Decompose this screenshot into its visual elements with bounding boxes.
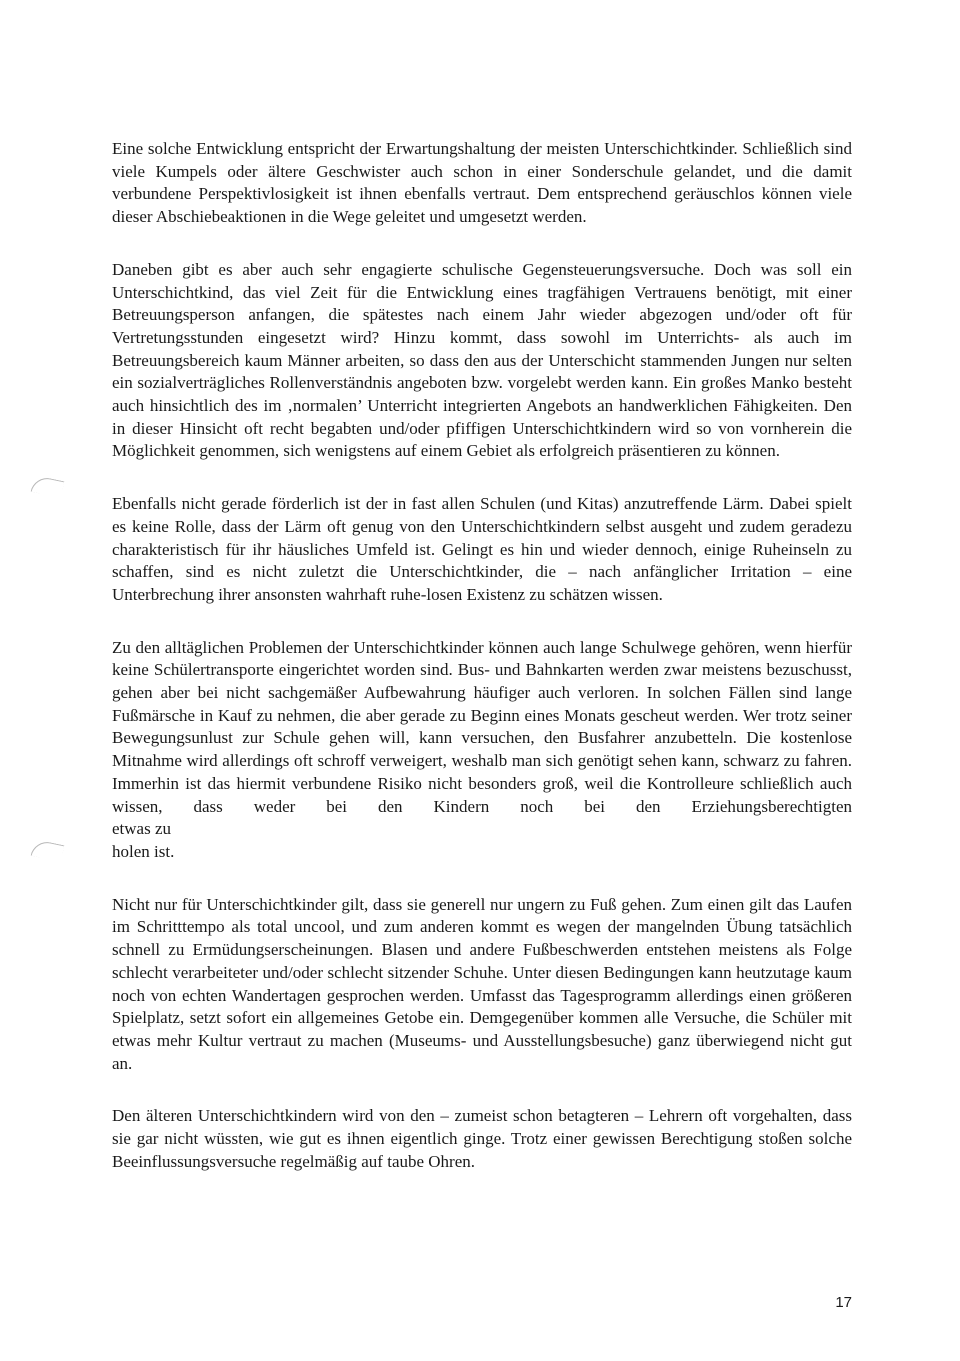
paragraph-4-body: Zu den alltäglichen Problemen der Unterschichtkinder können auch lange Schulwege gehören, wenn hierfür keine Schülertransporte eingerichtet worden sind. Bus- und Bahnkarten werden zwar meistens bezuschusst, gehen aber bei nicht sachgemäßer Aufbewahrung häufiger auch verloren. In solchen Fällen sind lange Fußmärsche in Kauf zu nehmen, die aber gerade zu Beginn eines Monats gescheut werden. Wer trotz seiner Bewegungsunlust zur Schule gehen will, kann versuchen, den Busfahrer anzubetteln. Die kostenlose Mitnahme wird allerdings oft schroff verweigert, weshalb man sich genötigt sehen kann, schwarz zu fahren. Immerhin ist das hiermit verbundene Risiko nicht besonders groß, weil die Kontrolleure schließlich auch wissen, dass weder bei den Kindern noch bei den Erziehungsberechtigten: [112, 637, 852, 816]
binder-hole-mark-lower: [31, 839, 65, 862]
page-number: 17: [835, 1294, 852, 1311]
document-body: [112, 138, 852, 1203]
paragraph-3: Ebenfalls nicht gerade förderlich ist der in fast allen Schulen (und Kitas) anzutreffende Lärm. Dabei spielt es keine Rolle, dass der Lärm oft genug von den Unterschichtkindern selbst ausgeht und zudem geradezu charakteristisch für ihr häusliches Umfeld ist. Gelingt es hin und wieder dennoch, einige Ruheinseln zu schaffen, sind es nicht zuletzt die Unterschichtkinder, die – nach anfänglicher Irritation – eine Unterbrechung ihrer ansonsten wahrhaft ruhe-losen Existenz zu schätzen wissen.: [112, 494, 852, 604]
paragraph-6: Den älteren Unterschichtkindern wird von den – zumeist schon betagteren – Lehrern oft vorgehalten, dass sie gar nicht wüssten, wie gut es ihnen eigentlich ginge. Trotz einer gewissen Berechtigung stoßen solche Beeinflussungsversuche regelmäßig auf taube Ohren.: [112, 1106, 852, 1171]
binder-hole-mark-upper: [31, 475, 65, 498]
paragraph-1: Eine solche Entwicklung entspricht der Erwartungshaltung der meisten Unterschichtkinder. Schließlich sind viele Kumpels oder ältere Geschwister auch schon in einer Sonderschule gelandet, und die damit verbundene Perspektivlosigkeit ist ihnen ebenfalls vertraut. Dem entsprechend geräuschlos können viele dieser Abschiebeaktionen in die Wege geleitet und umgesetzt werden.: [112, 139, 852, 227]
paragraph-4-tail-line-1: etwas zu: [112, 819, 172, 839]
paragraph-2: Daneben gibt es aber auch sehr engagierte schulische Gegensteuerungsversuche. Doch was soll ein Unterschichtkind, das viel Zeit für die Entwicklung eines tragfähigen Vertrauens benötigt, mit einer Betreuungsperson anfangen, die spätestes nach einem Jahr wieder abgezogen und/oder oft für Vertretungsstunden eingesetzt wird? Hinzu kommt, dass sowohl im Unterrichts- als auch im Betreuungsbereich kaum Männer arbeiten, so dass den aus der Unterschicht stammenden Jungen nur selten ein sozialverträgliches Rollenverständnis angeboten bzw. vorgelebt werden kann. Ein großes Manko besteht auch hinsichtlich des im ‚normalen’ Unterricht integrierten Angebots an handwerklichen Fähigkeiten. Den in dieser Hinsicht oft recht begabten und/oder pfiffigen Unterschichtkindern wird so von vornherein die Möglichkeit genommen, sich wenigstens auf einem Gebiet als erfolgreich präsentieren zu können.: [112, 259, 852, 461]
paragraph-5: Nicht nur für Unterschichtkinder gilt, dass sie generell nur ungern zu Fuß gehen. Zum einen gilt das Laufen im Schritttempo als total uncool, und zum anderen kommt es wegen der mangelnden Übung tatsächlich schnell zu Ermüdungserscheinungen. Blasen und andere Fußbeschwerden entstehen meistens als Folge schlecht verarbeiteter und/oder schlecht sitzender Schuhe. Unter diesen Bedingungen kann heutzutage kaum noch von echten Wandertagen gesprochen werden. Umfasst das Tagesprogramm allerdings einen größeren Spielplatz, setzt sofort ein allgemeines Getobe ein. Demgegenüber kommen alle Versuche, die Schüler mit etwas mehr Kultur vertraut zu machen (Museums- und Ausstellungsbesuche) ganz überwiegend nicht gut an.: [112, 894, 852, 1073]
paragraph-4-tail-line-2: holen ist.: [112, 841, 175, 861]
paragraph-4: [112, 637, 852, 864]
